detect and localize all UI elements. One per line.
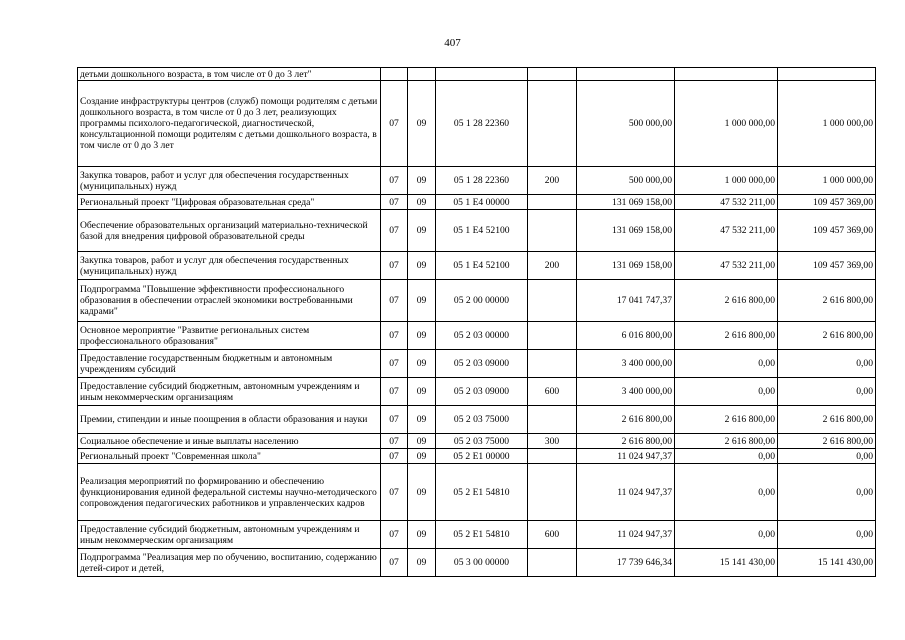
- row-value-3: 0,00: [778, 521, 876, 549]
- row-value-1: 500 000,00: [577, 81, 675, 167]
- row-value-3: 1 000 000,00: [778, 81, 876, 167]
- row-value-2: 2 616 800,00: [675, 322, 778, 350]
- table-row: [78, 280, 876, 322]
- row-value-2: 2 616 800,00: [675, 406, 778, 434]
- row-section: 07: [381, 434, 408, 449]
- row-subsection: 09: [408, 322, 436, 350]
- row-section: 07: [381, 167, 408, 195]
- row-subsection: 09: [408, 549, 436, 577]
- row-code: 05 1 E4 52100: [436, 210, 528, 252]
- row-type: [528, 280, 577, 322]
- row-section: 07: [381, 378, 408, 406]
- row-subsection: 09: [408, 252, 436, 280]
- row-value-1: 131 069 158,00: [577, 210, 675, 252]
- row-subsection: 09: [408, 195, 436, 210]
- row-name: Предоставление государственным бюджетным и автономным учреждениям субсидий: [78, 350, 381, 378]
- row-section: [381, 68, 408, 81]
- row-type: [528, 322, 577, 350]
- row-name: Подпрограмма "Повышение эффективности профессионального образования в обеспечении отраслей экономики востребованными кадрами": [78, 280, 381, 322]
- row-section: 07: [381, 406, 408, 434]
- row-value-3: 0,00: [778, 464, 876, 521]
- row-subsection: 09: [408, 521, 436, 549]
- table-row: [78, 210, 876, 252]
- row-code: 05 1 28 22360: [436, 81, 528, 167]
- row-value-1: 11 024 947,37: [577, 464, 675, 521]
- table-row: [78, 449, 876, 464]
- row-value-3: 2 616 800,00: [778, 322, 876, 350]
- row-type: [528, 549, 577, 577]
- row-value-3: 0,00: [778, 378, 876, 406]
- row-value-2: 0,00: [675, 350, 778, 378]
- row-value-3: 0,00: [778, 449, 876, 464]
- row-section: 07: [381, 464, 408, 521]
- row-value-1: 2 616 800,00: [577, 406, 675, 434]
- row-type: [528, 210, 577, 252]
- row-value-1: 11 024 947,37: [577, 521, 675, 549]
- table-row: [78, 252, 876, 280]
- row-section: 07: [381, 322, 408, 350]
- row-value-2: 0,00: [675, 449, 778, 464]
- row-code: 05 3 00 00000: [436, 549, 528, 577]
- row-value-3: 0,00: [778, 350, 876, 378]
- row-value-1: 3 400 000,00: [577, 350, 675, 378]
- row-type: 300: [528, 434, 577, 449]
- row-name: Региональный проект "Современная школа": [78, 449, 381, 464]
- row-name: Социальное обеспечение и иные выплаты населению: [78, 434, 381, 449]
- row-value-1: 6 016 800,00: [577, 322, 675, 350]
- row-name: Закупка товаров, работ и услуг для обеспечения государственных (муниципальных) нужд: [78, 167, 381, 195]
- row-value-1: 11 024 947,37: [577, 449, 675, 464]
- row-value-3: 2 616 800,00: [778, 280, 876, 322]
- row-type: 600: [528, 521, 577, 549]
- table-row: [78, 68, 876, 81]
- row-value-3: 2 616 800,00: [778, 406, 876, 434]
- table-row: [78, 434, 876, 449]
- row-section: 07: [381, 549, 408, 577]
- row-value-2: 0,00: [675, 378, 778, 406]
- row-code: 05 2 03 00000: [436, 322, 528, 350]
- row-value-2: 15 141 430,00: [675, 549, 778, 577]
- row-code: 05 2 E1 54810: [436, 521, 528, 549]
- row-name: Предоставление субсидий бюджетным, автономным учреждениям и иным некоммерческим организациям: [78, 378, 381, 406]
- row-value-2: [675, 68, 778, 81]
- row-value-2: 2 616 800,00: [675, 434, 778, 449]
- row-subsection: 09: [408, 378, 436, 406]
- row-value-1: 500 000,00: [577, 167, 675, 195]
- row-code: 05 2 E1 00000: [436, 449, 528, 464]
- row-name: Премии, стипендии и иные поощрения в области образования и науки: [78, 406, 381, 434]
- row-name: Создание инфраструктуры центров (служб) помощи родителям с детьми дошкольного возраста, в том числе от 0 до 3 лет, реализующих программы психолого-педагогической, диагностической, консультационной помощи родителям с детьми дошкольного возраста, в том числе от 0 до 3 лет: [78, 81, 381, 167]
- row-value-2: 47 532 211,00: [675, 252, 778, 280]
- row-code: 05 2 03 09000: [436, 378, 528, 406]
- row-value-2: 1 000 000,00: [675, 167, 778, 195]
- row-code: 05 2 00 00000: [436, 280, 528, 322]
- row-section: 07: [381, 81, 408, 167]
- row-name: Предоставление субсидий бюджетным, автономным учреждениям и иным некоммерческим организациям: [78, 521, 381, 549]
- row-code: 05 1 E4 52100: [436, 252, 528, 280]
- row-type: 200: [528, 252, 577, 280]
- row-code: 05 1 28 22360: [436, 167, 528, 195]
- table-row: [78, 464, 876, 521]
- row-section: 07: [381, 195, 408, 210]
- row-name: Региональный проект "Цифровая образовательная среда": [78, 195, 381, 210]
- row-type: [528, 464, 577, 521]
- row-code: 05 2 03 75000: [436, 406, 528, 434]
- row-value-1: 2 616 800,00: [577, 434, 675, 449]
- row-name: Реализация мероприятий по формированию и обеспечению функционирования единой федеральной системы научно-методического сопровождения педагогических работников и управленческих кадров: [78, 464, 381, 521]
- row-value-2: 47 532 211,00: [675, 195, 778, 210]
- row-type: [528, 449, 577, 464]
- row-code: 05 2 03 09000: [436, 350, 528, 378]
- row-subsection: 09: [408, 81, 436, 167]
- row-value-2: 1 000 000,00: [675, 81, 778, 167]
- row-section: 07: [381, 252, 408, 280]
- row-code: 05 2 E1 54810: [436, 464, 528, 521]
- row-value-1: 131 069 158,00: [577, 252, 675, 280]
- row-subsection: 09: [408, 350, 436, 378]
- row-value-3: 109 457 369,00: [778, 210, 876, 252]
- row-type: [528, 350, 577, 378]
- row-subsection: [408, 68, 436, 81]
- row-section: 07: [381, 521, 408, 549]
- row-value-3: [778, 68, 876, 81]
- row-value-1: 3 400 000,00: [577, 378, 675, 406]
- row-subsection: 09: [408, 406, 436, 434]
- budget-table: [77, 67, 876, 577]
- page-number: 407: [444, 37, 461, 49]
- row-value-2: 0,00: [675, 464, 778, 521]
- row-code: [436, 68, 528, 81]
- row-subsection: 09: [408, 464, 436, 521]
- row-subsection: 09: [408, 280, 436, 322]
- row-name: Подпрограмма "Реализация мер по обучению, воспитанию, содержанию детей-сирот и детей,: [78, 549, 381, 577]
- row-subsection: 09: [408, 434, 436, 449]
- row-section: 07: [381, 210, 408, 252]
- row-name: Закупка товаров, работ и услуг для обеспечения государственных (муниципальных) нужд: [78, 252, 381, 280]
- table-row: [78, 350, 876, 378]
- row-type: 600: [528, 378, 577, 406]
- row-type: [528, 406, 577, 434]
- table-row: [78, 322, 876, 350]
- row-code: 05 2 03 75000: [436, 434, 528, 449]
- row-value-2: 2 616 800,00: [675, 280, 778, 322]
- row-value-1: 17 739 646,34: [577, 549, 675, 577]
- table-row: [78, 406, 876, 434]
- row-subsection: 09: [408, 167, 436, 195]
- row-value-2: 0,00: [675, 521, 778, 549]
- row-subsection: 09: [408, 449, 436, 464]
- row-section: 07: [381, 449, 408, 464]
- row-value-3: 2 616 800,00: [778, 434, 876, 449]
- row-value-2: 47 532 211,00: [675, 210, 778, 252]
- row-value-1: [577, 68, 675, 81]
- table-row: [78, 167, 876, 195]
- row-value-3: 109 457 369,00: [778, 252, 876, 280]
- row-section: 07: [381, 280, 408, 322]
- table-row: [78, 521, 876, 549]
- row-type: [528, 195, 577, 210]
- row-type: [528, 68, 577, 81]
- row-value-1: 131 069 158,00: [577, 195, 675, 210]
- row-value-1: 17 041 747,37: [577, 280, 675, 322]
- row-type: [528, 81, 577, 167]
- row-value-3: 109 457 369,00: [778, 195, 876, 210]
- row-subsection: 09: [408, 210, 436, 252]
- row-name: Обеспечение образовательных организаций материально-технической базой для внедрения цифровой образовательной среды: [78, 210, 381, 252]
- table-row: [78, 195, 876, 210]
- table-row: [78, 549, 876, 577]
- row-value-3: 15 141 430,00: [778, 549, 876, 577]
- table-row: [78, 378, 876, 406]
- row-name: Основное мероприятие "Развитие региональных систем профессионального образования": [78, 322, 381, 350]
- row-type: 200: [528, 167, 577, 195]
- row-code: 05 1 E4 00000: [436, 195, 528, 210]
- row-name: детьми дошкольного возраста, в том числе от 0 до 3 лет": [78, 68, 381, 81]
- table-row: [78, 81, 876, 167]
- row-value-3: 1 000 000,00: [778, 167, 876, 195]
- row-section: 07: [381, 350, 408, 378]
